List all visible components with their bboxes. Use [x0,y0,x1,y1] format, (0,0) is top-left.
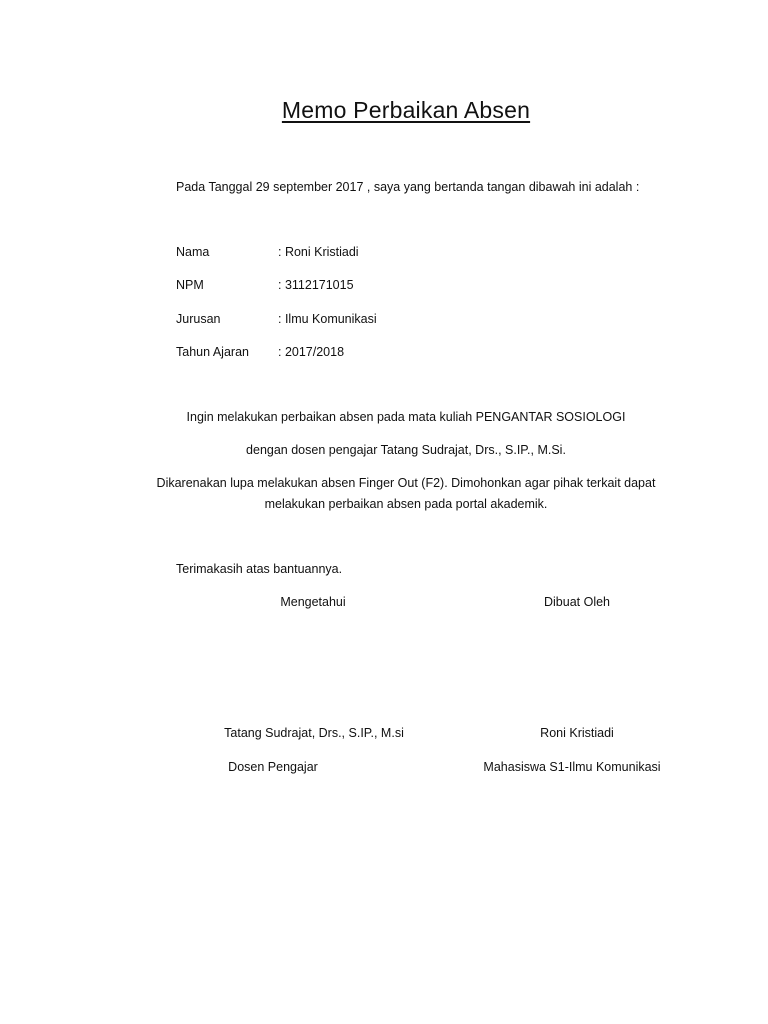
memo-title: Memo Perbaikan Absen [281,97,531,123]
field-label: Tahun Ajaran [176,345,249,359]
body-line-request: melakukan perbaikan absen pada portal akademik. [264,497,548,511]
signature-role-left: Dosen Pengajar [228,760,318,774]
field-label: Jurusan [176,312,221,326]
signature-heading-left: Mengetahui [280,595,346,609]
field-value: : 3112171015 [278,278,354,292]
intro-text: Pada Tanggal 29 september 2017 , saya yang bertanda tangan dibawah ini adalah : [176,180,640,194]
field-value: : 2017/2018 [278,345,345,359]
field-label: Nama [176,245,210,259]
field-value: : Ilmu Komunikasi [278,312,377,326]
field-label: NPM [176,278,204,292]
field-value: : Roni Kristiadi [278,245,359,259]
signature-heading-right: Dibuat Oleh [543,595,611,609]
body-line-lecturer: dengan dosen pengajar Tatang Sudrajat, Drs., S.IP., M.Si. [246,443,566,457]
signature-name-left: Tatang Sudrajat, Drs., S.IP., M.si [224,726,404,740]
signature-name-right: Roni Kristiadi [540,726,614,740]
thanks-text: Terimakasih atas bantuannya. [176,562,343,576]
body-line-reason: Dikarenakan lupa melakukan absen Finger Out (F2). Dimohonkan agar pihak terkait dapat [156,476,656,490]
body-line-course: Ingin melakukan perbaikan absen pada mata kuliah PENGANTAR SOSIOLOGI [186,410,626,424]
signature-role-right: Mahasiswa S1-Ilmu Komunikasi [483,760,661,774]
